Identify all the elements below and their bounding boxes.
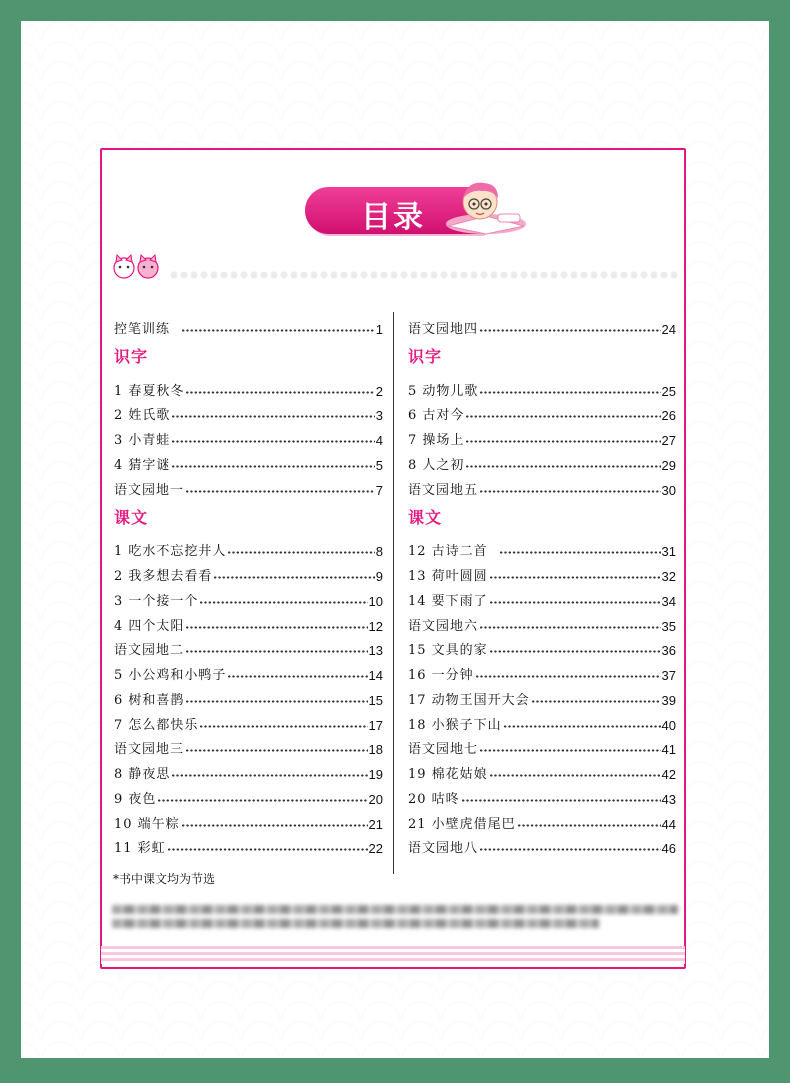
toc-entry-label: 15 文具的家 bbox=[408, 643, 488, 659]
toc-entry-label: 18 小猴子下山 bbox=[408, 717, 502, 733]
toc-entry[interactable] bbox=[408, 423, 676, 448]
bottom-stripe-band bbox=[101, 946, 685, 964]
column-divider bbox=[393, 312, 394, 874]
leader-dots bbox=[480, 749, 661, 753]
leader-dots bbox=[228, 551, 374, 555]
reading-boy-illustration bbox=[438, 174, 528, 240]
leader-dots bbox=[186, 626, 367, 630]
leader-dots bbox=[480, 329, 661, 333]
leader-dots bbox=[228, 675, 367, 679]
toc-entry-label: 语文园地六 bbox=[408, 618, 479, 634]
leader-dots bbox=[186, 391, 374, 395]
toc-entry-page: 34 bbox=[661, 593, 676, 609]
toc-entry-page: 13 bbox=[368, 643, 383, 659]
leader-dots bbox=[462, 799, 661, 803]
blurred-line bbox=[112, 905, 678, 914]
leader-dots bbox=[172, 774, 367, 778]
toc-entry-page: 4 bbox=[375, 433, 383, 448]
leader-dots bbox=[466, 415, 660, 419]
toc-entry-page: 44 bbox=[661, 816, 676, 832]
leader-dots bbox=[504, 725, 661, 729]
toc-right-column bbox=[408, 312, 676, 856]
toc-entry[interactable] bbox=[408, 634, 676, 659]
toc-entry-label: 13 荷叶圆圆 bbox=[408, 569, 488, 584]
leader-dots bbox=[158, 799, 367, 803]
toc-entry[interactable] bbox=[408, 584, 676, 609]
leader-dots bbox=[168, 848, 368, 852]
toc-entry[interactable] bbox=[114, 399, 383, 424]
toc-entry[interactable] bbox=[408, 399, 676, 424]
toc-entry-label: 控笔训练 bbox=[114, 321, 171, 337]
leader-dots bbox=[480, 490, 661, 494]
leader-dots bbox=[186, 700, 367, 704]
toc-entry-page: 36 bbox=[661, 643, 676, 659]
toc-entry-page: 2 bbox=[375, 383, 383, 399]
toc-entry-label: 7 怎么都快乐 bbox=[114, 717, 199, 733]
leader-dots bbox=[490, 601, 661, 605]
toc-entry[interactable] bbox=[114, 535, 383, 560]
toc-entry-page: 19 bbox=[368, 767, 383, 782]
toc-entry[interactable] bbox=[114, 374, 383, 399]
leader-dots bbox=[172, 415, 374, 419]
toc-entry[interactable] bbox=[114, 683, 383, 708]
toc-entry-page: 39 bbox=[661, 692, 676, 708]
toc-entry-page: 27 bbox=[661, 433, 676, 448]
leader-dots bbox=[200, 725, 367, 729]
toc-entry-page: 8 bbox=[375, 544, 383, 560]
blurred-notice bbox=[112, 900, 678, 944]
toc-entry-label: 19 棉花姑娘 bbox=[408, 767, 488, 782]
footnote: *书中课文均为节选 bbox=[113, 872, 216, 886]
toc-entry[interactable] bbox=[114, 448, 383, 473]
toc-entry-page: 40 bbox=[661, 717, 676, 733]
toc-entry-label: 5 小公鸡和小鸭子 bbox=[114, 668, 227, 683]
toc-entry-label: 4 四个太阳 bbox=[114, 618, 185, 634]
blurred-line bbox=[112, 919, 599, 928]
toc-entry-label: 2 姓氏歌 bbox=[114, 408, 171, 424]
page-title: 目录 bbox=[361, 200, 425, 235]
toc-entry[interactable] bbox=[408, 757, 676, 782]
toc-entry-page: 41 bbox=[661, 742, 676, 758]
leader-dots bbox=[490, 576, 661, 580]
section-heading: 课文 bbox=[114, 507, 149, 527]
toc-entry[interactable] bbox=[408, 559, 676, 584]
leader-dots bbox=[518, 824, 661, 828]
toc-entry-page: 30 bbox=[661, 482, 676, 498]
toc-entry[interactable] bbox=[114, 312, 383, 337]
toc-entry[interactable] bbox=[408, 609, 676, 634]
toc-entry-label: 17 动物王国开大会 bbox=[408, 692, 530, 708]
toc-entry-page: 21 bbox=[368, 816, 383, 832]
toc-entry-label: 1 吃水不忘挖井人 bbox=[114, 544, 227, 560]
toc-entry-label: 4 猜字谜 bbox=[114, 457, 171, 473]
toc-entry-label: 5 动物儿歌 bbox=[408, 383, 479, 399]
leader-dots bbox=[532, 700, 661, 704]
toc-entry-page: 20 bbox=[368, 791, 383, 807]
toc-entry-page: 26 bbox=[661, 408, 676, 424]
decorative-dot-line bbox=[170, 271, 680, 279]
toc-entry[interactable] bbox=[114, 423, 383, 448]
leader-dots bbox=[500, 551, 661, 555]
toc-entry-page: 9 bbox=[375, 569, 383, 584]
toc-left-column bbox=[114, 312, 383, 856]
toc-entry-label: 7 操场上 bbox=[408, 433, 465, 448]
toc-entry[interactable] bbox=[408, 448, 676, 473]
toc-entry-label: 8 人之初 bbox=[408, 457, 465, 473]
toc-entry-page: 31 bbox=[661, 544, 676, 560]
toc-entry[interactable] bbox=[408, 832, 676, 857]
toc-entry-label: 16 一分钟 bbox=[408, 668, 474, 683]
toc-entry[interactable] bbox=[408, 535, 676, 560]
toc-entry[interactable] bbox=[114, 782, 383, 807]
toc-entry-label: 20 咕咚 bbox=[408, 791, 460, 807]
toc-entry[interactable] bbox=[114, 584, 383, 609]
toc-entry-page: 18 bbox=[368, 742, 383, 758]
toc-entry[interactable] bbox=[408, 473, 676, 498]
toc-entry-page: 24 bbox=[661, 321, 676, 337]
toc-entry[interactable] bbox=[408, 782, 676, 807]
toc-entry[interactable] bbox=[114, 658, 383, 683]
section-heading: 课文 bbox=[408, 507, 443, 527]
toc-entry-label: 10 端午粽 bbox=[114, 816, 180, 832]
toc-entry-page: 7 bbox=[375, 482, 383, 498]
toc-entry-label: 14 要下雨了 bbox=[408, 593, 488, 609]
toc-entry[interactable] bbox=[114, 708, 383, 733]
toc-entry[interactable] bbox=[408, 374, 676, 399]
leader-dots bbox=[480, 391, 660, 395]
leader-dots bbox=[490, 774, 661, 778]
leader-dots bbox=[490, 650, 661, 654]
leader-dots bbox=[186, 490, 375, 494]
toc-entry[interactable] bbox=[114, 807, 383, 832]
toc-entry-page: 37 bbox=[661, 668, 676, 683]
toc-entry-label: 6 树和喜鹊 bbox=[114, 692, 185, 708]
toc-entry-page: 32 bbox=[661, 569, 676, 584]
toc-entry-label: 语文园地八 bbox=[408, 841, 479, 857]
toc-entry-label: 2 我多想去看看 bbox=[114, 569, 213, 584]
toc-entry-page: 15 bbox=[368, 692, 383, 708]
leader-dots bbox=[466, 440, 660, 444]
leader-dots bbox=[480, 848, 661, 852]
toc-entry[interactable] bbox=[114, 634, 383, 659]
toc-entry-label: 3 一个接一个 bbox=[114, 593, 199, 609]
toc-entry-page: 29 bbox=[661, 457, 676, 473]
toc-entry[interactable] bbox=[114, 832, 383, 857]
section-heading: 识字 bbox=[114, 346, 149, 366]
toc-entry-label: 语文园地一 bbox=[114, 482, 185, 498]
leader-dots bbox=[182, 824, 368, 828]
toc-entry[interactable] bbox=[114, 473, 383, 498]
leader-dots bbox=[172, 440, 374, 444]
toc-entry[interactable] bbox=[408, 683, 676, 708]
toc-entry[interactable] bbox=[114, 733, 383, 758]
toc-entry-label: 8 静夜思 bbox=[114, 767, 171, 782]
toc-entry-page: 43 bbox=[661, 791, 676, 807]
toc-entry-label: 语文园地五 bbox=[408, 482, 479, 498]
toc-entry-page: 10 bbox=[368, 593, 383, 609]
leader-dots bbox=[200, 601, 367, 605]
leader-dots bbox=[466, 465, 660, 469]
leader-dots bbox=[480, 626, 661, 630]
toc-entry-label: 3 小青蛙 bbox=[114, 433, 171, 448]
leader-dots bbox=[214, 576, 374, 580]
toc-entry-label: 6 古对今 bbox=[408, 408, 465, 424]
toc-entry-page: 22 bbox=[368, 841, 383, 857]
toc-entry-label: 语文园地七 bbox=[408, 742, 479, 758]
toc-entry-label: 语文园地二 bbox=[114, 643, 185, 659]
section-heading: 识字 bbox=[408, 346, 443, 366]
toc-entry-label: 9 夜色 bbox=[114, 791, 157, 807]
leader-dots bbox=[476, 675, 661, 679]
leader-dots bbox=[186, 650, 368, 654]
toc-entry-label: 语文园地三 bbox=[114, 742, 185, 758]
toc-entry-label: 1 春夏秋冬 bbox=[114, 383, 185, 399]
toc-entry-page: 46 bbox=[661, 841, 676, 857]
toc-entry-page: 35 bbox=[661, 618, 676, 634]
toc-entry-page: 25 bbox=[661, 383, 676, 399]
toc-entry-label: 语文园地四 bbox=[408, 321, 479, 337]
toc-entry-page: 42 bbox=[661, 767, 676, 782]
leader-dots bbox=[186, 749, 368, 753]
leader-dots bbox=[172, 465, 374, 469]
toc-entry-page: 3 bbox=[375, 408, 383, 424]
toc-entry[interactable] bbox=[114, 559, 383, 584]
toc-entry-page: 5 bbox=[375, 457, 383, 473]
toc-entry-label: 12 古诗二首 bbox=[408, 544, 488, 560]
toc-entry[interactable] bbox=[408, 708, 676, 733]
toc-entry[interactable] bbox=[408, 658, 676, 683]
toc-entry-page: 14 bbox=[368, 668, 383, 683]
toc-entry[interactable] bbox=[114, 757, 383, 782]
cats-decoration bbox=[108, 252, 166, 282]
toc-entry-page: 17 bbox=[368, 717, 383, 733]
toc-entry-page: 12 bbox=[368, 618, 383, 634]
toc-entry[interactable] bbox=[408, 807, 676, 832]
toc-entry[interactable] bbox=[408, 312, 676, 337]
toc-entry-label: 21 小壁虎借尾巴 bbox=[408, 816, 516, 832]
toc-entry-page: 1 bbox=[375, 321, 383, 337]
leader-dots bbox=[182, 329, 375, 333]
toc-entry[interactable] bbox=[114, 609, 383, 634]
toc-entry[interactable] bbox=[408, 733, 676, 758]
toc-entry-label: 11 彩虹 bbox=[114, 841, 166, 857]
